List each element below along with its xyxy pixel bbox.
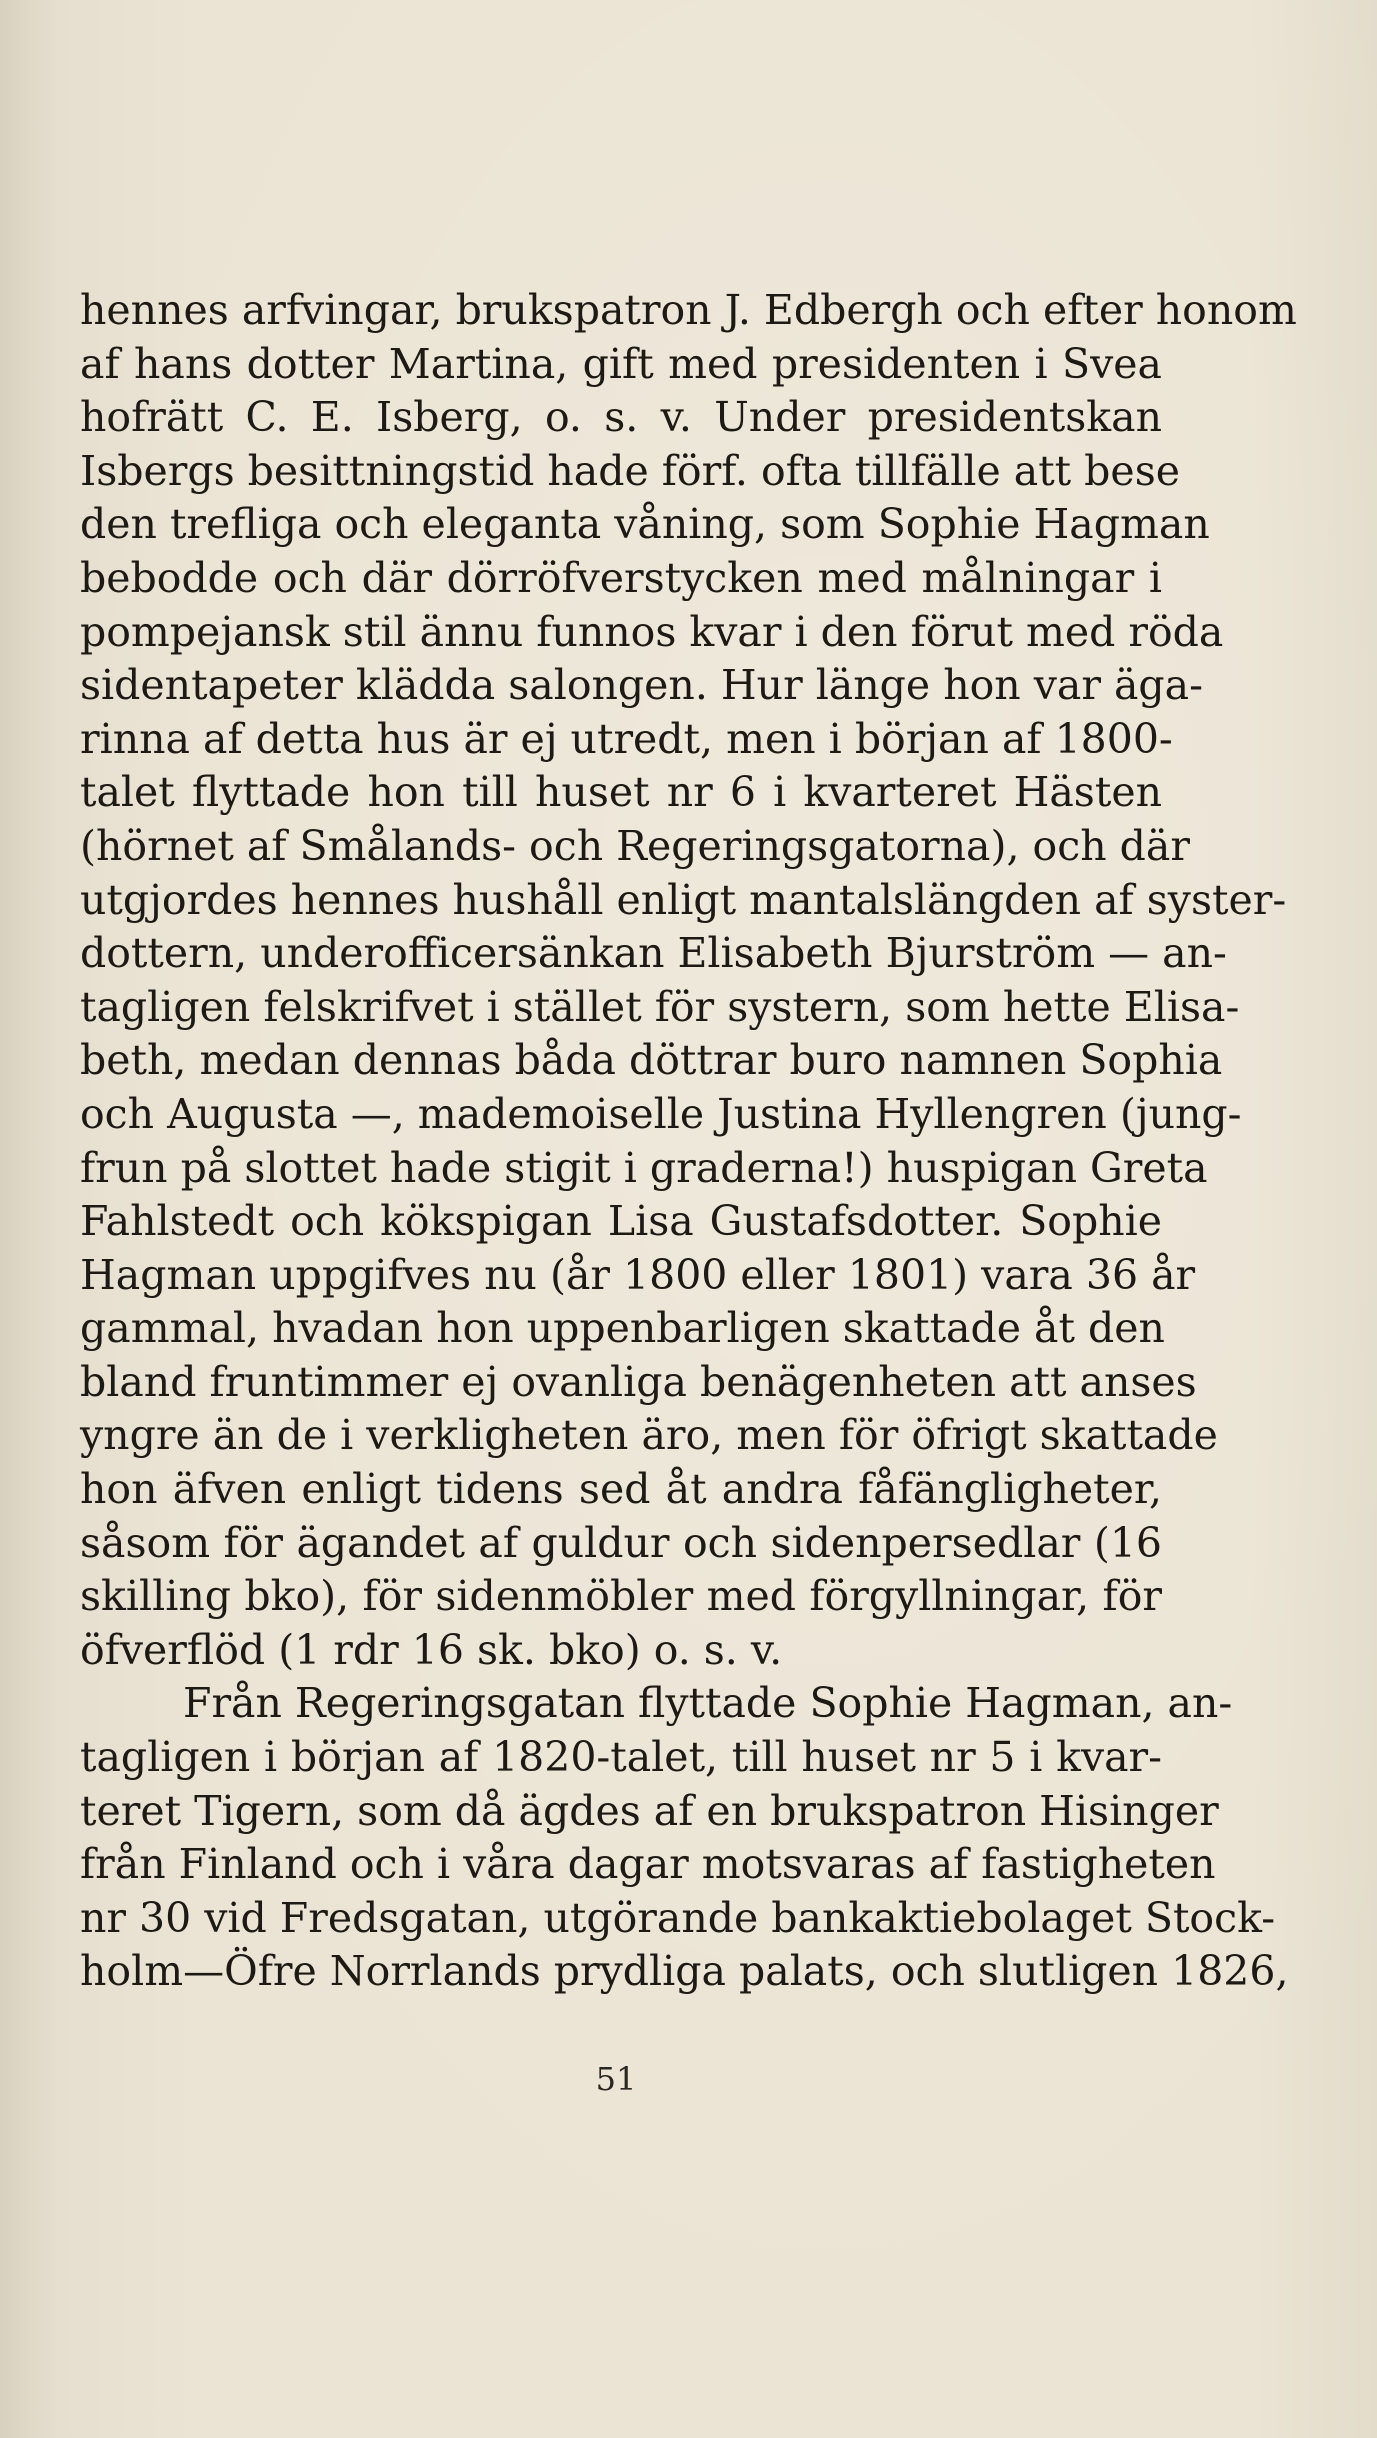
text-line: teret Tigern, som då ägdes af en brukspatron Hisinger bbox=[80, 1786, 1219, 1835]
text-line: hofrätt C. E. Isberg, o. s. v. Under presidentskan bbox=[80, 393, 1162, 442]
text-line: skilling bko), för sidenmöbler med förgyllningar, för bbox=[80, 1572, 1162, 1621]
text-line: pompejansk stil ännu funnos kvar i den förut med röda bbox=[80, 607, 1224, 656]
text-line: bland fruntimmer ej ovanliga benägenheten att anses bbox=[80, 1357, 1197, 1406]
text-line: från Finland och i våra dagar motsvaras af fastigheten bbox=[80, 1840, 1216, 1889]
text-line: Fahlstedt och kökspigan Lisa Gustafsdotter. Sophie bbox=[80, 1197, 1162, 1246]
text-line: dottern, underofficersänkan Elisabeth Bjurström — an- bbox=[80, 929, 1227, 978]
text-line: bebodde och där dörröfverstycken med målningar i bbox=[80, 553, 1162, 602]
text-line: hennes arfvingar, brukspatron J. Edbergh och efter honom bbox=[80, 286, 1297, 334]
text-line: holm—Öfre Norrlands prydliga palats, och slutligen 1826, bbox=[80, 1947, 1289, 1996]
text-line: gammal, hvadan hon uppenbarligen skattade åt den bbox=[80, 1304, 1165, 1353]
text-line: tagligen felskrifvet i stället för systern, som hette Elisa- bbox=[80, 982, 1240, 1031]
text-line: öfverflöd (1 rdr 16 sk. bko) o. s. v. bbox=[80, 1625, 783, 1674]
text-line: sidentapeter klädda salongen. Hur länge hon var äga- bbox=[80, 661, 1203, 710]
text-line: talet flyttade hon till huset nr 6 i kvarteret Hästen bbox=[80, 768, 1162, 817]
text-line: Hagman uppgifves nu (år 1800 eller 1801) vara 36 år bbox=[80, 1250, 1196, 1299]
text-line: utgjordes hennes hushåll enligt mantalslängden af syster- bbox=[80, 875, 1287, 924]
text-line: rinna af detta hus är ej utredt, men i början af 1800- bbox=[80, 714, 1173, 763]
text-line: (hörnet af Smålands- och Regeringsgatorna), och där bbox=[80, 821, 1190, 870]
text-line: tagligen i början af 1820-talet, till huset nr 5 i kvar- bbox=[80, 1733, 1162, 1782]
text-line: frun på slottet hade stigit i graderna!) huspigan Greta bbox=[80, 1143, 1208, 1192]
body-text bbox=[80, 284, 1297, 1999]
text-line: Från Regeringsgatan flyttade Sophie Hagman, an- bbox=[183, 1679, 1233, 1728]
text-line: hon äfven enligt tidens sed åt andra fåfängligheter, bbox=[80, 1465, 1162, 1514]
text-line: den trefliga och eleganta våning, som Sophie Hagman bbox=[80, 500, 1210, 549]
text-line: och Augusta —, mademoiselle Justina Hyllengren (jung- bbox=[80, 1089, 1242, 1138]
text-line: beth, medan dennas båda döttrar buro namnen Sophia bbox=[80, 1036, 1223, 1085]
text-line: såsom för ägandet af guldur och sidenpersedlar (16 bbox=[80, 1518, 1162, 1567]
page-number: 51 bbox=[595, 2060, 637, 2098]
text-line: Isbergs besittningstid hade förf. ofta tillfälle att bese bbox=[80, 446, 1180, 495]
text-line: af hans dotter Martina, gift med presidenten i Svea bbox=[80, 339, 1162, 388]
text-line: nr 30 vid Fredsgatan, utgörande bankaktiebolaget Stock- bbox=[80, 1893, 1276, 1942]
text-line: yngre än de i verkligheten äro, men för öfrigt skattade bbox=[80, 1411, 1218, 1460]
